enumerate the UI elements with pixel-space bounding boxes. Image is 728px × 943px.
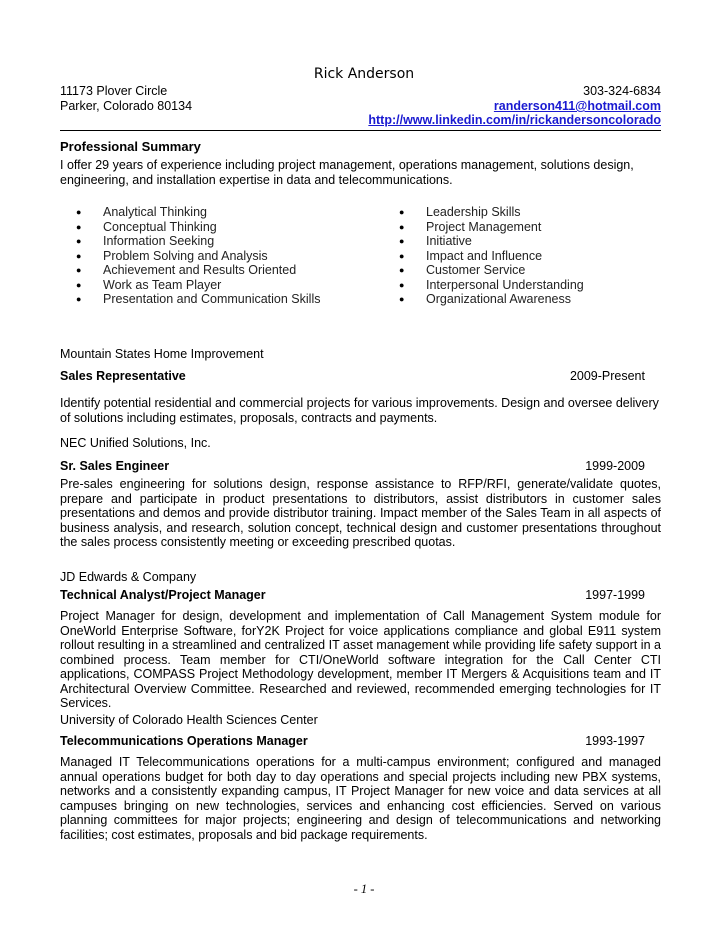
list-item: ● Analytical Thinking xyxy=(76,205,207,219)
job-dates: 1997-1999 xyxy=(585,588,645,602)
bullet-icon: ● xyxy=(399,294,405,304)
list-item: ● Leadership Skills xyxy=(399,205,521,219)
candidate-name: Rick Anderson xyxy=(313,66,415,82)
list-item: ● Customer Service xyxy=(399,263,526,277)
bullet-icon: ● xyxy=(399,221,405,232)
linkedin-link[interactable]: http://www.linkedin.com/in/rickandersoncolorado xyxy=(368,113,661,127)
list-item: ● Work as Team Player xyxy=(76,277,222,292)
bullet-icon: ● xyxy=(399,279,405,290)
phone-number: 303-324-6834 xyxy=(583,84,661,98)
bullet-icon: ● xyxy=(399,236,405,246)
list-item: ● Project Management xyxy=(399,219,542,234)
list-item: ● Information Seeking xyxy=(76,234,215,248)
header-divider xyxy=(60,130,661,131)
job-title: Sales Representative xyxy=(60,369,186,383)
job-role-row xyxy=(60,588,645,602)
bullet-icon: ● xyxy=(76,250,82,261)
address-line-2: Parker, Colorado 80134 xyxy=(60,99,193,113)
list-item: ● Presentation and Communication Skills xyxy=(76,292,321,306)
bullet-icon: ● xyxy=(76,265,82,275)
job-dates: 2009-Present xyxy=(569,369,645,383)
bullet-icon: ● xyxy=(399,265,405,275)
job-description: Managed IT Telecommunications operations for a multi-campus environment; configured and managed annual operations budget for both day to day operations and special projects including new PBX systems, networks and a consistently expanding campus, IT Project Manager for new voice and data services at all campuses bringing on new technologies, services and enhancing cost efficiencies. Served on various planning committees for major projects; engineering and design of telecommunications and networking facilities; cost estimates, proposals and bid package requirements. xyxy=(60,755,661,842)
bullet-icon: ● xyxy=(76,221,82,232)
job-company: Mountain States Home Improvement xyxy=(60,347,264,361)
job-description: Project Manager for design, development and implementation of Call Management System module for OneWorld Enterprise Software, forY2K Project for voice applications compliance and global E911 system rollout resulting in a streamlined and centralized IT asset management while providing life safety support in a combined process. Team member for CTI/OneWorld software integration for the Call Center CTI applications, COMPASS Project Methodology development, member IT Mergers & Acquisitions team and IT Architectural Overview Committee. Researched and reviewed, recommended emerging technologies for IT Services. xyxy=(60,609,661,710)
summary-heading: Professional Summary xyxy=(60,139,201,154)
list-item: ● Organizational Awareness xyxy=(399,292,571,306)
page-number: - 1 - xyxy=(353,882,375,896)
list-item: ● Impact and Influence xyxy=(399,248,543,263)
job-title: Sr. Sales Engineer xyxy=(60,459,170,473)
job-title: Technical Analyst/Project Manager xyxy=(60,588,266,602)
list-item: ● Conceptual Thinking xyxy=(76,219,217,234)
job-role-row xyxy=(60,369,645,383)
skills-list-right xyxy=(399,205,584,307)
bullet-icon: ● xyxy=(76,207,82,217)
address-line-1: 11173 Plover Circle xyxy=(60,84,168,98)
bullet-icon: ● xyxy=(399,250,405,261)
summary-text: I offer 29 years of experience including project management, operations management, solutions design, engineering, and installation expertise in data and telecommunications. xyxy=(60,158,634,187)
job-dates: 1999-2009 xyxy=(585,459,645,473)
bullet-icon: ● xyxy=(76,294,82,304)
list-item: ● Achievement and Results Oriented xyxy=(76,263,297,277)
bullet-icon: ● xyxy=(399,207,405,217)
job-company: JD Edwards & Company xyxy=(60,570,197,584)
job-dates: 1993-1997 xyxy=(585,734,645,748)
email-link[interactable]: randerson411@hotmail.com xyxy=(493,99,661,113)
list-item: ● Initiative xyxy=(399,234,472,248)
job-company: University of Colorado Health Sciences Center xyxy=(60,713,318,727)
job-role-row xyxy=(60,734,645,748)
job-company: NEC Unified Solutions, Inc. xyxy=(60,436,211,450)
bullet-icon: ● xyxy=(76,279,82,290)
list-item: ● Problem Solving and Analysis xyxy=(76,248,268,263)
job-title: Telecommunications Operations Manager xyxy=(60,734,308,748)
list-item: ● Interpersonal Understanding xyxy=(399,277,584,292)
job-role-row xyxy=(60,459,645,473)
job-description: Identify potential residential and commercial projects for various improvements. Design and oversee delivery of solutions including estimates, proposals, contracts and payments. xyxy=(60,396,659,425)
job-description: Pre-sales engineering for solutions design, response assistance to RFP/RFI, generate/validate quotes, prepare and participate in product presentations to distributors, assist distributors in customer sales presentations and demos and provide distributor training. Impact member of the Sales Team in all aspects of business analysis, and research, solution concept, technical design and customer presentations throughout the sales process consistently meeting or exceeding prescribed quotas. xyxy=(60,477,661,549)
bullet-icon: ● xyxy=(76,236,82,246)
skills-list-left xyxy=(76,205,320,307)
